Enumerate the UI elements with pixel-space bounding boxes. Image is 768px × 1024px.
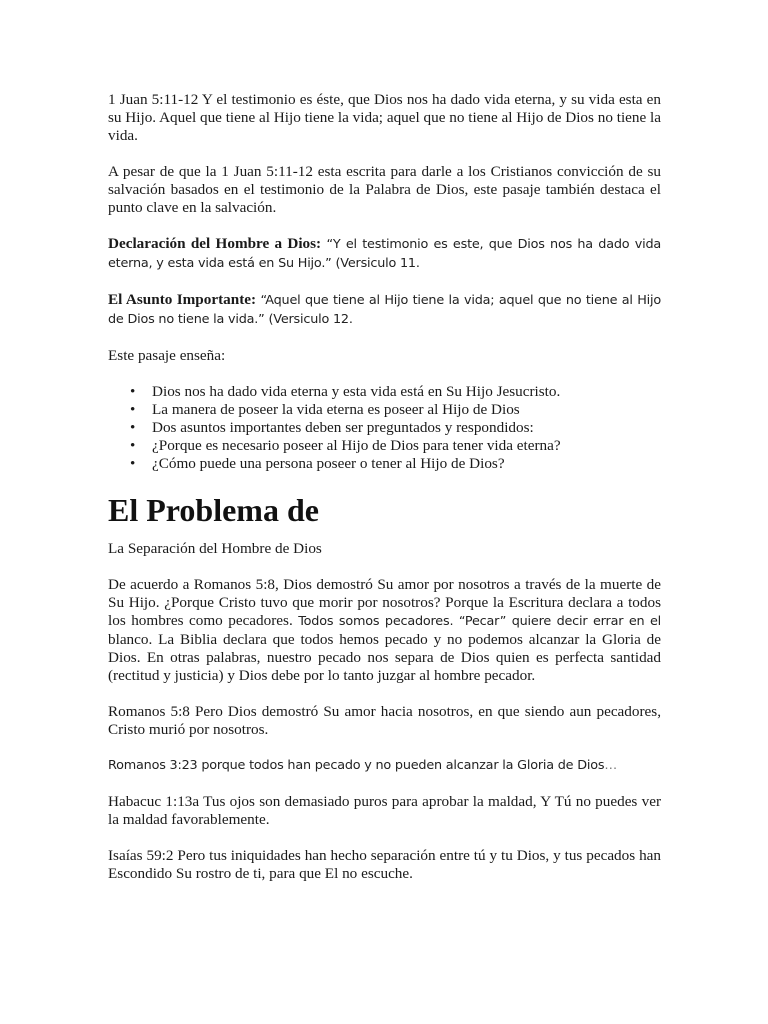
teaching-list [108,383,661,473]
paragraph-1-juan: 1 Juan 5:11-12 Y el testimonio es éste, que Dios nos ha dado vida eterna, y su vida esta en su Hijo. Aquel que tiene al Hijo tiene la vida; aquel que no tiene al Hijo de Dios no tiene la vida. [108,91,661,144]
romanos-text-part1: De acuerdo a Romanos 5:8, Dios demostró Su amor por nosotros a través de la muerte de Su Hijo. ¿Porque Cristo tuvo que morir por nosotros? Porque la Escritura declara a todos los hombres como pecadores. [108,576,661,629]
paragraph-romanos-3-23 [108,757,661,775]
list-item: • La manera de poseer la vida eterna es poseer al Hijo de Dios [152,401,661,419]
paragraph-conviccion: A pesar de que la 1 Juan 5:11-12 esta escrita para darle a los Cristianos convicción de su salvación basados en el testimonio de la Palabra de Dios, este pasaje también destaca el punto clave en la salvación. [108,163,661,216]
romanos-3-23-text: Romanos 3:23 porque todos han pecado y no pueden alcanzar la Gloria de Dios [108,758,605,773]
asunto-text: “Aquel que tiene al Hijo tiene la vida; aquel que no tiene al Hijo de Dios no tiene la vida.” (Versiculo 12. [108,293,661,327]
romanos-text-part3: blanco. La Biblia declara que todos hemos pecado y no podemos alcanzar la Gloria de Dios. En otras palabras, nuestro pecado nos separa de Dios quien es perfecta santidad (rectitud y justicia) y Dios debe por lo tanto juzgar al hombre pecador. [108,631,661,684]
romanos-text-part2: Todos somos pecadores. “Pecar” quiere decir errar en el [298,614,661,629]
declaracion-label: Declaración del Hombre a Dios: [108,235,322,252]
paragraph-romanos-5-8: Romanos 5:8 Pero Dios demostró Su amor hacia nosotros, en que siendo aun pecadores, Cristo murió por nosotros. [108,703,661,738]
list-item: • ¿Cómo puede una persona poseer o tener al Hijo de Dios? [152,455,661,473]
romanos-3-23-ellipsis: … [604,758,617,773]
asunto-label: El Asunto Importante: [108,291,257,308]
paragraph-habacuc: Habacuc 1:13a Tus ojos son demasiado puros para aprobar la maldad, Y Tú no puedes ver la maldad favorablemente. [108,793,661,828]
paragraph-ensena: Este pasaje enseña: [108,347,226,364]
paragraph-romanos [108,576,661,685]
document-page [108,91,661,883]
paragraph-asunto [108,291,661,329]
list-item: • Dos asuntos importantes deben ser preguntados y respondidos: [152,419,661,437]
paragraph-declaracion [108,235,661,273]
declaracion-text: “Y el testimonio es este, que Dios nos ha dado vida eterna, y esta vida está en Su Hijo.” (Versiculo 11. [108,237,662,271]
paragraph-isaias: Isaías 59:2 Pero tus iniquidades han hecho separación entre tú y tu Dios, y tus pecados han Escondido Su rostro de ti, para que El no escuche. [108,847,661,882]
section-subheading: La Separación del Hombre de Dios [108,540,322,557]
section-heading: El Problema de [108,492,319,528]
list-item: • ¿Porque es necesario poseer al Hijo de Dios para tener vida eterna? [152,437,661,455]
list-item: • Dios nos ha dado vida eterna y esta vida está en Su Hijo Jesucristo. [152,383,661,401]
